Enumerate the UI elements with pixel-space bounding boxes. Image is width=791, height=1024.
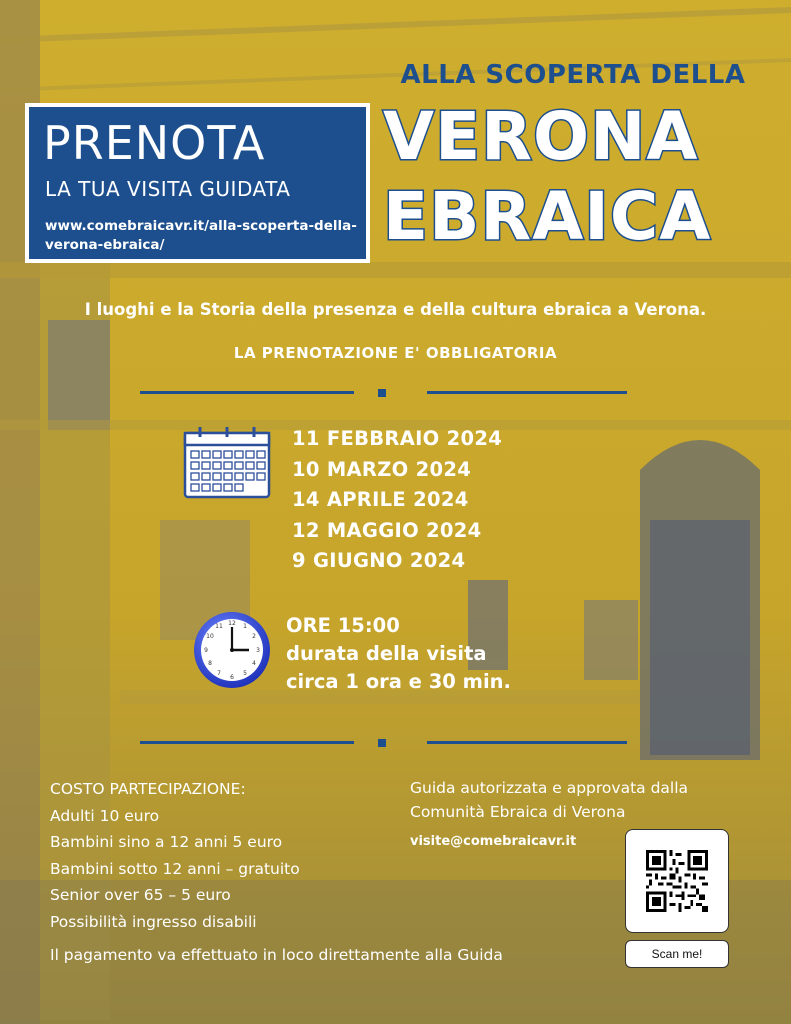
headline-top: ALLA SCOPERTA DELLA bbox=[400, 60, 746, 90]
time-block bbox=[286, 612, 511, 696]
svg-text:11: 11 bbox=[215, 623, 223, 630]
date-item: 9 GIUGNO 2024 bbox=[292, 549, 466, 572]
cost-item: Bambini sotto 12 anni – gratuito bbox=[50, 859, 300, 878]
divider-line-left bbox=[140, 391, 354, 394]
divider-dot bbox=[378, 739, 386, 747]
payment-note: Il pagamento va effettuato in loco direttamente alla Guida bbox=[50, 946, 503, 964]
divider-line-right bbox=[427, 391, 627, 394]
svg-text:3: 3 bbox=[256, 647, 260, 654]
calendar-icon bbox=[183, 425, 271, 499]
cost-item: Senior over 65 – 5 euro bbox=[50, 886, 231, 904]
svg-text:8: 8 bbox=[208, 660, 212, 667]
date-item: 14 APRILE 2024 bbox=[292, 488, 469, 511]
scan-me-button[interactable]: Scan me! bbox=[625, 940, 729, 968]
svg-text:1: 1 bbox=[243, 623, 247, 630]
qr-code-card[interactable] bbox=[625, 829, 729, 933]
headline-ebraica: EBRAICA bbox=[383, 178, 712, 255]
svg-text:6: 6 bbox=[230, 674, 234, 681]
time-duration-value: circa 1 ora e 30 min. bbox=[286, 670, 511, 693]
time-duration-label: durata della visita bbox=[286, 642, 487, 665]
svg-text:10: 10 bbox=[206, 633, 214, 640]
guide-line: Guida autorizzata e approvata dalla bbox=[410, 779, 689, 797]
svg-text:9: 9 bbox=[204, 647, 208, 654]
booking-title: PRENOTA bbox=[43, 116, 266, 170]
guide-info bbox=[410, 776, 688, 824]
svg-text:4: 4 bbox=[252, 660, 256, 667]
cost-item: Possibilità ingresso disabili bbox=[50, 912, 257, 931]
svg-text:12: 12 bbox=[228, 620, 236, 627]
qr-code-icon bbox=[646, 850, 708, 912]
svg-text:2: 2 bbox=[252, 633, 256, 640]
divider-line-left bbox=[140, 741, 354, 744]
booking-url-link[interactable]: www.comebraicavr.it/alla-scoperta-della-verona-ebraica/ bbox=[45, 218, 357, 253]
divider-dot bbox=[378, 389, 386, 397]
guide-line: Comunità Ebraica di Verona bbox=[410, 803, 626, 821]
divider-line-right bbox=[427, 741, 627, 744]
costs-block bbox=[50, 776, 300, 935]
cost-item: Adulti 10 euro bbox=[50, 806, 160, 825]
date-item: 11 FEBBRAIO 2024 bbox=[292, 427, 503, 450]
mandatory-notice: LA PRENOTAZIONE E' OBBLIGATORIA bbox=[233, 344, 558, 362]
booking-box bbox=[25, 103, 370, 263]
costs-title: COSTO PARTECIPAZIONE: bbox=[50, 780, 246, 798]
headline-verona: VERONA bbox=[383, 98, 699, 175]
dates-list bbox=[292, 424, 502, 577]
tagline: I luoghi e la Storia della presenza e della cultura ebraica a Verona. bbox=[84, 300, 707, 319]
clock-icon bbox=[192, 610, 272, 690]
cost-item: Bambini sino a 12 anni 5 euro bbox=[50, 833, 283, 851]
time-start: ORE 15:00 bbox=[286, 614, 400, 637]
email-link[interactable]: visite@comebraicavr.it bbox=[410, 834, 577, 849]
booking-subtitle: LA TUA VISITA GUIDATA bbox=[45, 177, 291, 201]
date-item: 12 MAGGIO 2024 bbox=[292, 518, 482, 542]
date-item: 10 MARZO 2024 bbox=[292, 457, 472, 481]
svg-text:7: 7 bbox=[217, 670, 221, 677]
svg-text:5: 5 bbox=[243, 670, 247, 677]
